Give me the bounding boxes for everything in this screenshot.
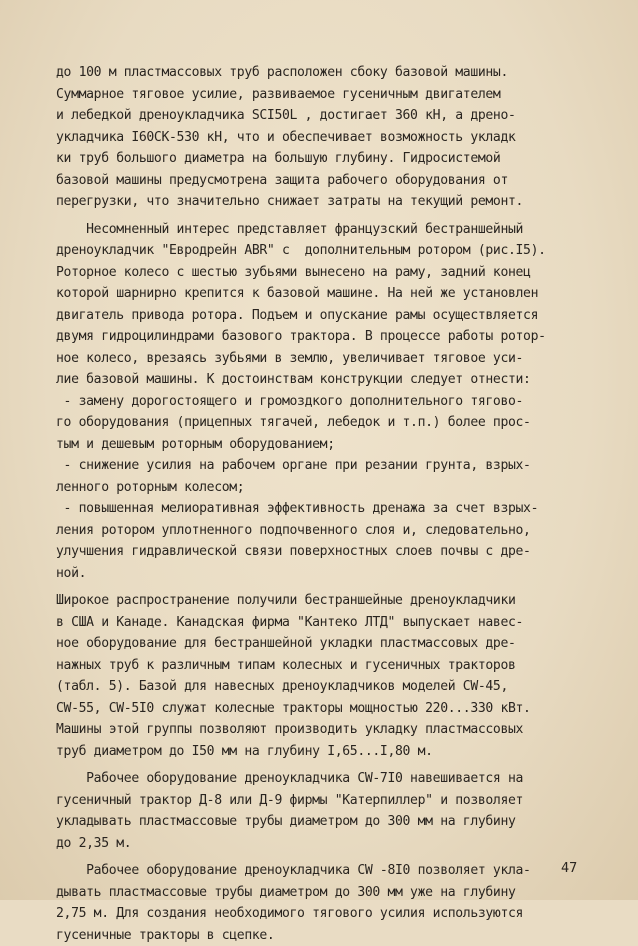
text-line: ленного роторным колесом; xyxy=(56,477,596,499)
text-line: нажных труб к различным типам колесных и гусеничных тракторов xyxy=(56,655,596,677)
text-line: - снижение усилия на рабочем органе при резании грунта, взрых- xyxy=(56,455,596,477)
text-line: лие базовой машины. К достоинствам конструкции следует отнести: xyxy=(56,369,596,391)
text-line: Рабочее оборудование дреноукладчика CW -8I0 позволяет укла- xyxy=(56,860,596,882)
text-line: ления ротором уплотненного подпочвенного слоя и, следовательно, xyxy=(56,520,596,542)
text-line: до 100 м пластмассовых труб расположен сбоку базовой машины. xyxy=(56,62,596,84)
text-line: ное оборудование для бестраншейной укладки пластмассовых дре- xyxy=(56,633,596,655)
text-line: в США и Канаде. Канадская фирма "Кантеко ЛТД" выпускает навес- xyxy=(56,612,596,634)
text-line: и лебедкой дреноукладчика SCI50L , достигает 360 кН, а дрено- xyxy=(56,105,596,127)
paragraph xyxy=(56,62,596,213)
text-line: Машины этой группы позволяют производить укладку пластмассовых xyxy=(56,719,596,741)
text-line: двумя гидроцилиндрами базового трактора. В процессе работы ротор- xyxy=(56,326,596,348)
text-line: (табл. 5). Базой для навесных дреноукладчиков моделей CW-45, xyxy=(56,676,596,698)
text-line: укладывать пластмассовые трубы диаметром до 300 мм на глубину xyxy=(56,811,596,833)
text-line: ки труб большого диаметра на большую глубину. Гидросистемой xyxy=(56,148,596,170)
text-line: улучшения гидравлической связи поверхностных слоев почвы с дре- xyxy=(56,541,596,563)
text-line: Роторное колесо с шестью зубьями вынесено на раму, задний конец xyxy=(56,262,596,284)
body-text xyxy=(56,62,596,946)
text-line: гусеничные тракторы в сцепке. xyxy=(56,925,596,946)
text-line: ное колесо, врезаясь зубьями в землю, увеличивает тяговое уси- xyxy=(56,348,596,370)
text-line: которой шарнирно крепится к базовой машине. На ней же установлен xyxy=(56,283,596,305)
text-line: до 2,35 м. xyxy=(56,833,596,855)
text-line: дывать пластмассовые трубы диаметром до 300 мм уже на глубину xyxy=(56,882,596,904)
text-line: укладчика I60CK-530 кН, что и обеспечивает возможность укладк xyxy=(56,127,596,149)
text-line: Суммарное тяговое усилие, развиваемое гусеничным двигателем xyxy=(56,84,596,106)
text-line: ной. xyxy=(56,563,596,585)
text-line: двигатель привода ротора. Подъем и опускание рамы осуществляется xyxy=(56,305,596,327)
text-line: Рабочее оборудование дреноукладчика CW-7I0 навешивается на xyxy=(56,768,596,790)
text-line: Несомненный интерес представляет французский бестраншейный xyxy=(56,219,596,241)
paragraph xyxy=(56,768,596,854)
text-line: CW-55, CW-5I0 служат колесные тракторы мощностью 220...330 кВт. xyxy=(56,698,596,720)
paragraph xyxy=(56,860,596,946)
text-line: тым и дешевым роторным оборудованием; xyxy=(56,434,596,456)
text-line: дреноукладчик "Евродрейн ABR" с дополнительным ротором (рис.I5). xyxy=(56,240,596,262)
text-line: труб диаметром до I50 мм на глубину I,65...I,80 м. xyxy=(56,741,596,763)
paragraph xyxy=(56,219,596,585)
text-line: базовой машины предусмотрена защита рабочего оборудования от xyxy=(56,170,596,192)
page-number: 47 xyxy=(561,860,577,876)
text-line: - повышенная мелиоративная эффективность дренажа за счет взрых- xyxy=(56,498,596,520)
text-line: гусеничный трактор Д-8 или Д-9 фирмы "Катерпиллер" и позволяет xyxy=(56,790,596,812)
text-line: - замену дорогостоящего и громоздкого дополнительного тягово- xyxy=(56,391,596,413)
text-line: го оборудования (прицепных тягачей, лебедок и т.п.) более прос- xyxy=(56,412,596,434)
text-line: Широкое распространение получили бестраншейные дреноукладчики xyxy=(56,590,596,612)
text-line: перегрузки, что значительно снижает затраты на текущий ремонт. xyxy=(56,191,596,213)
paragraph xyxy=(56,590,596,762)
text-line: 2,75 м. Для создания необходимого тягового усилия используются xyxy=(56,903,596,925)
